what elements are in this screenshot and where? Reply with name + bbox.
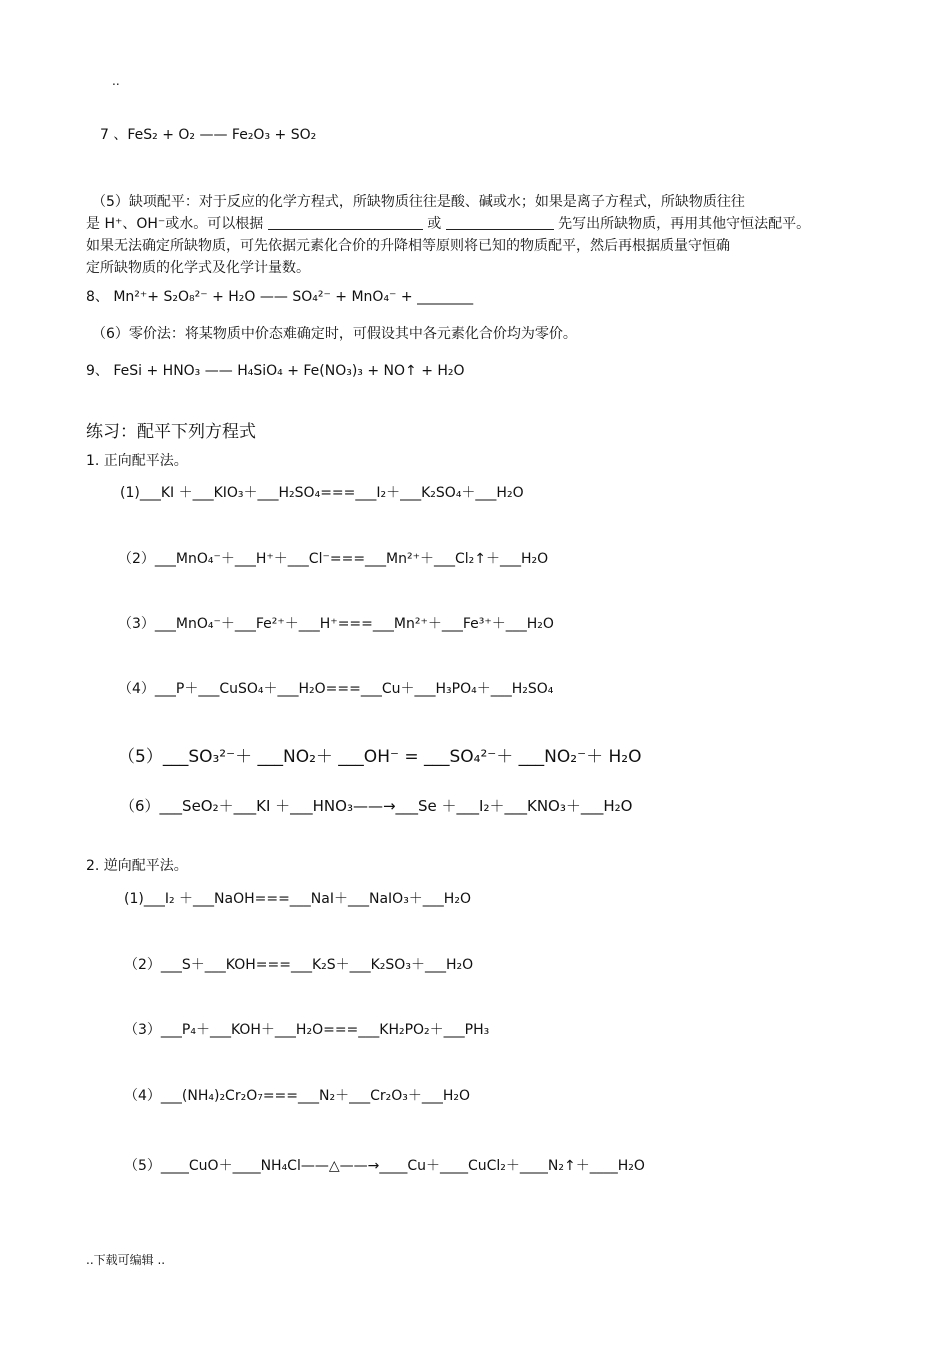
section-5-line-3: 如果无法确定所缺物质，可先依据元素化合价的升降相等原则将已知的物质配平，然后再根据质量守恒确 bbox=[86, 238, 730, 254]
equation-7: 7 、FeS₂ + O₂ —— Fe₂O₃ + SO₂ bbox=[100, 127, 317, 143]
part-2-item-4: （4）___(NH₄)₂Cr₂O₇===___N₂＋___Cr₂O₃＋___H₂O bbox=[124, 1088, 471, 1104]
part-1-item-6: （6）___SeO₂＋___KI ＋___HNO₃——→___Se ＋___I₂＋___KNO₃＋___H₂O bbox=[120, 797, 633, 815]
practice-title: 练习：配平下列方程式 bbox=[86, 422, 256, 442]
fill-blank bbox=[446, 215, 554, 230]
equation-8: 8、 Mn²⁺+ S₂O₈²⁻ + H₂O —— SO₄²⁻ + MnO₄⁻ + ________ bbox=[86, 289, 474, 305]
section-5-line-4: 定所缺物质的化学式及化学计量数。 bbox=[86, 260, 310, 276]
part-2-item-2: （2）___S＋___KOH===___K₂S＋___K₂SO₃＋___H₂O bbox=[124, 957, 474, 973]
part-2-item-3: （3）___P₄＋___KOH＋___H₂O===___KH₂PO₂＋___PH₃ bbox=[124, 1022, 490, 1038]
section-5-line-2-c: 先写出所缺物质，再用其他守恒法配平。 bbox=[558, 216, 811, 232]
section-5-line-2 bbox=[86, 215, 810, 233]
section-6-text: （6）零价法：将某物质中价态难确定时，可假设其中各元素化合价均为零价。 bbox=[92, 326, 577, 342]
section-5-line-2-b: 或 bbox=[427, 216, 442, 232]
part-2-item-1: (1)___I₂ ＋___NaOH===___NaI＋___NaIO₃＋___H₂O bbox=[124, 891, 471, 907]
part-1-item-3: （3）___MnO₄⁻＋___Fe²⁺＋___H⁺===___Mn²⁺＋___Fe³⁺＋___H₂O bbox=[118, 616, 554, 632]
part-2-item-5: （5）____CuO＋____NH₄Cl——△——→____Cu＋____CuCl₂＋____N₂↑＋____H₂O bbox=[124, 1158, 645, 1174]
part-1-item-2: （2）___MnO₄⁻＋___H⁺＋___Cl⁻===___Mn²⁺＋___Cl₂↑＋___H₂O bbox=[118, 551, 549, 567]
part-1-item-5: （5）___SO₃²⁻＋ ___NO₂＋ ___OH⁻ = ___SO₄²⁻＋ ___NO₂⁻＋ H₂O bbox=[118, 747, 642, 767]
part-2-heading: 2. 逆向配平法。 bbox=[86, 858, 188, 874]
part-1-item-1: (1)___KI ＋___KIO₃＋___H₂SO₄===___I₂＋___K₂SO₄＋___H₂O bbox=[120, 485, 524, 501]
part-1-item-4: （4）___P＋___CuSO₄＋___H₂O===___Cu＋___H₃PO₄＋___H₂SO₄ bbox=[118, 681, 554, 697]
fill-blank bbox=[268, 215, 423, 230]
header-dots: .. bbox=[112, 74, 120, 88]
footer-text: ..下载可编辑 .. bbox=[86, 1253, 166, 1267]
section-5-line-2-a: 是 H⁺、OH⁻或水。可以根据 bbox=[86, 216, 264, 232]
section-5-line-1: （5）缺项配平：对于反应的化学方程式，所缺物质往往是酸、碱或水；如果是离子方程式，所缺物质往往 bbox=[92, 194, 745, 210]
equation-9: 9、 FeSi + HNO₃ —— H₄SiO₄ + Fe(NO₃)₃ + NO↑ + H₂O bbox=[86, 363, 465, 379]
part-1-heading: 1. 正向配平法。 bbox=[86, 453, 188, 469]
